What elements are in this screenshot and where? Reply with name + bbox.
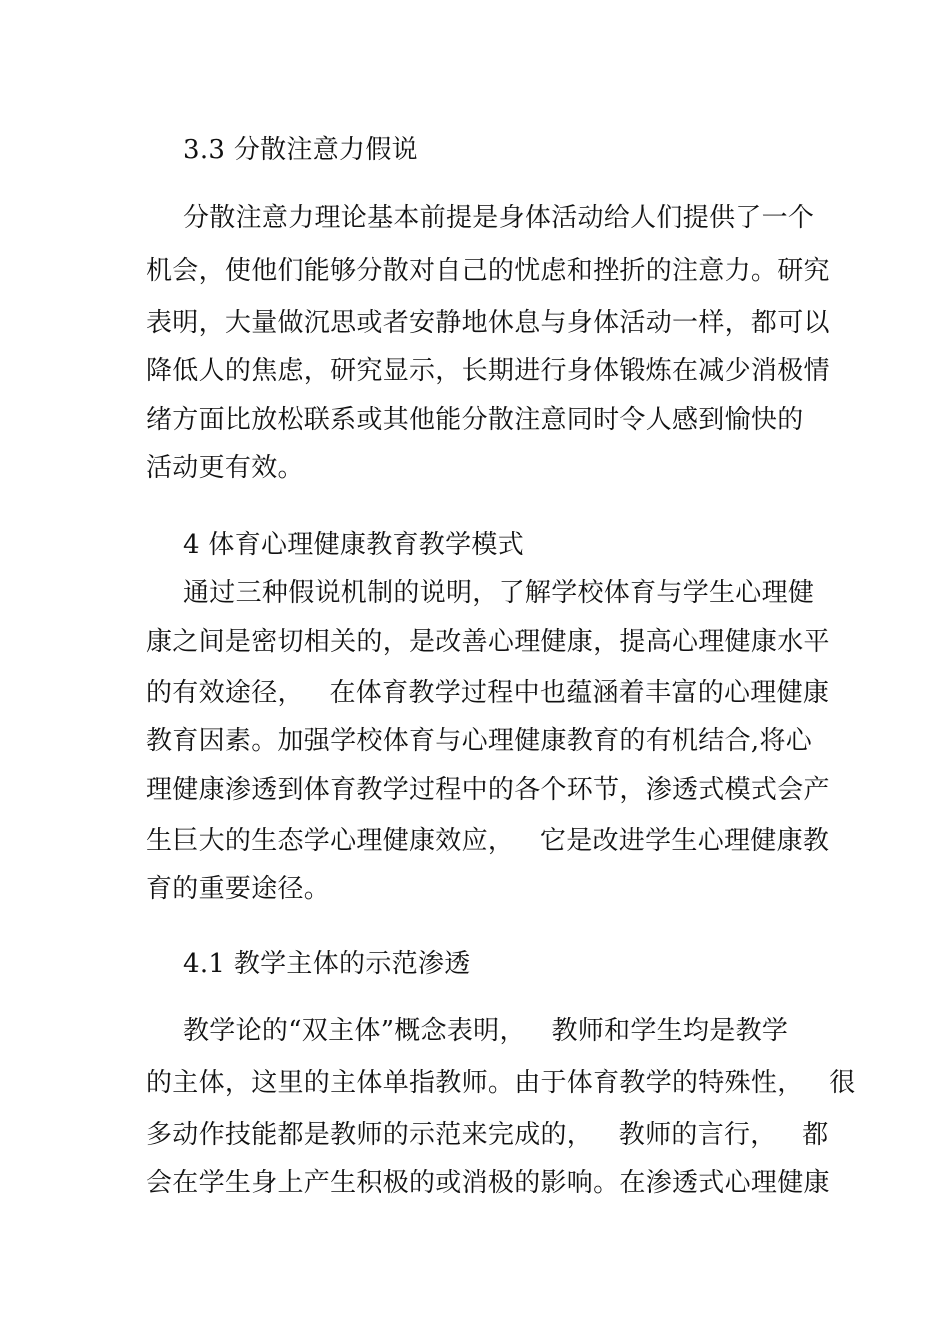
paragraph-line: 的主体，这里的主体单指教师。由于体育教学的特殊性， 很 (146, 1068, 856, 1098)
paragraph-line: 活动更有效。 (146, 453, 304, 483)
section-heading-4-1: 4.1 教学主体的示范渗透 (183, 949, 471, 979)
paragraph-line: 生巨大的生态学心理健康效应， 它是改进学生心理健康教 (146, 826, 830, 856)
paragraph-line: 表明，大量做沉思或者安静地休息与身体活动一样，都可以 (146, 308, 830, 338)
paragraph-line: 通过三种假说机制的说明，了解学校体育与学生心理健 (183, 578, 815, 608)
paragraph-line: 教育因素。加强学校体育与心理健康教育的有机结合,将心 (146, 726, 813, 756)
paragraph-line: 育的重要途径。 (146, 874, 331, 904)
paragraph-line: 的有效途径， 在体育教学过程中也蕴涵着丰富的心理健康 (146, 678, 830, 708)
paragraph-line: 绪方面比放松联系或其他能分散注意同时令人感到愉快的 (146, 405, 804, 435)
paragraph-line: 康之间是密切相关的，是改善心理健康，提高心理健康水平 (146, 627, 830, 657)
paragraph-line: 会在学生身上产生积极的或消极的影响。在渗透式心理健康 (146, 1168, 830, 1198)
paragraph-line: 理健康渗透到体育教学过程中的各个环节，渗透式模式会产 (146, 775, 830, 805)
paragraph-line: 教学论的“双主体”概念表明， 教师和学生均是教学 (183, 1016, 789, 1046)
section-heading-4: 4 体育心理健康教育教学模式 (183, 530, 525, 560)
paragraph-line: 机会，使他们能够分散对自己的忧虑和挫折的注意力。研究 (146, 256, 830, 286)
paragraph-line: 多动作技能都是教师的示范来完成的， 教师的言行， 都 (146, 1120, 829, 1150)
section-heading-3-3: 3.3 分散注意力假说 (183, 135, 418, 165)
paragraph-line: 降低人的焦虑，研究显示，长期进行身体锻炼在减少消极情 (146, 356, 830, 386)
paragraph-line: 分散注意力理论基本前提是身体活动给人们提供了一个 (183, 203, 815, 233)
